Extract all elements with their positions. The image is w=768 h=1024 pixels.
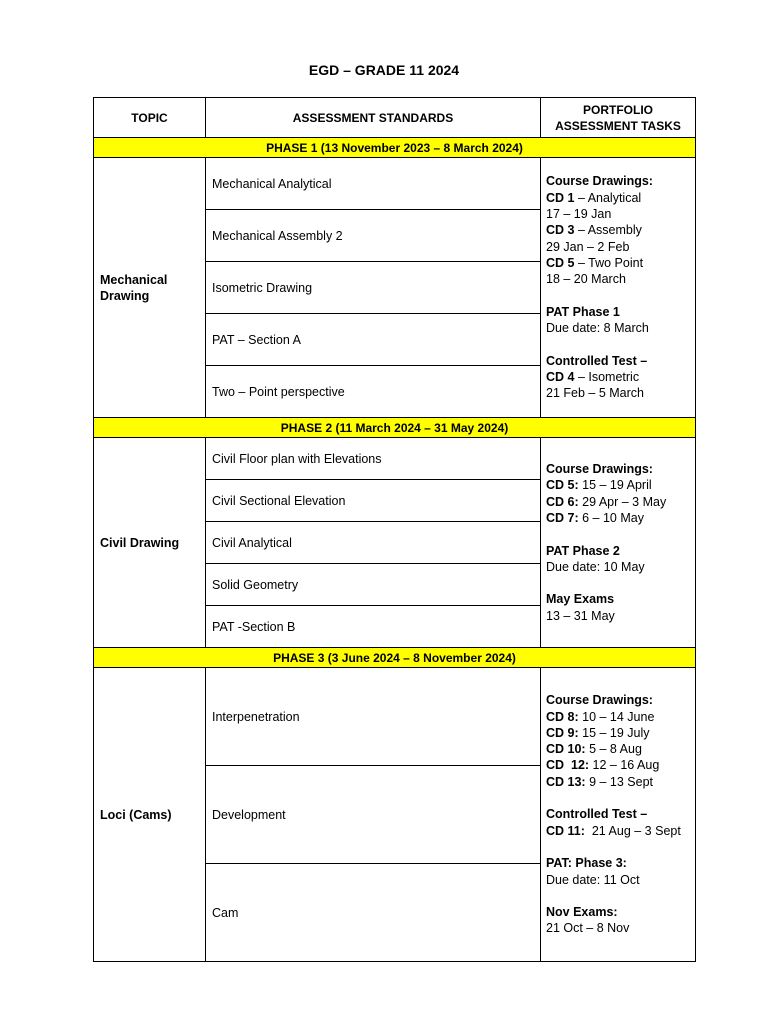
cd-text: 15 – 19 April xyxy=(578,478,652,493)
cd-text: 6 – 10 May xyxy=(578,510,644,525)
page-title: EGD – GRADE 11 2024 xyxy=(308,62,460,78)
cd-label: CD 4 xyxy=(546,369,575,384)
cd-label: CD 3 xyxy=(546,223,575,238)
course-heading: Course Drawings: xyxy=(546,174,653,189)
cd-label: CD 6: xyxy=(546,494,579,509)
exam-heading: Nov Exams: xyxy=(546,905,618,920)
tasks-cell xyxy=(541,438,696,648)
standard-cell: Mechanical Analytical xyxy=(206,158,541,210)
pat-heading: PAT: Phase 3: xyxy=(546,856,627,871)
tasks-header xyxy=(541,98,696,138)
standard-cell: Cam xyxy=(206,864,541,962)
cd-text: – Two Point xyxy=(574,255,644,270)
topic-header: TOPIC xyxy=(94,98,206,138)
topic-label-line1: Mechanical xyxy=(100,272,168,287)
cd-label: CD 12: xyxy=(546,758,590,773)
pat-due: Due date: 10 May xyxy=(546,559,645,574)
cd-text: 21 Aug – 3 Sept xyxy=(584,823,681,838)
standard-cell: Two – Point perspective xyxy=(206,366,541,418)
exam-dates: 21 Oct – 8 Nov xyxy=(546,921,630,936)
tasks-cell xyxy=(541,668,696,962)
phase-label: PHASE 1 (13 November 2023 – 8 March 2024) xyxy=(94,138,696,158)
standard-cell: Civil Floor plan with Elevations xyxy=(206,438,541,480)
cd-label: CD 11: xyxy=(546,823,585,838)
standard-row xyxy=(94,158,696,210)
standard-cell: Interpenetration xyxy=(206,668,541,766)
standard-cell: PAT -Section B xyxy=(206,606,541,648)
cd-text: – Analytical xyxy=(574,190,642,205)
standard-cell: Civil Analytical xyxy=(206,522,541,564)
test-heading: Controlled Test – xyxy=(546,353,648,368)
standard-cell: Civil Sectional Elevation xyxy=(206,480,541,522)
cd-dates: 29 Jan – 2 Feb xyxy=(546,239,630,254)
test-dates: 21 Feb – 5 March xyxy=(546,386,644,401)
cd-dates: 18 – 20 March xyxy=(546,272,626,287)
phase-row xyxy=(94,138,696,158)
test-heading: Controlled Test – xyxy=(546,807,648,822)
pat-due: Due date: 8 March xyxy=(546,321,649,336)
phase-label: PHASE 2 (11 March 2024 – 31 May 2024) xyxy=(94,418,696,438)
tasks-header-line2: ASSESSMENT TASKS xyxy=(555,118,681,133)
topic-cell: Civil Drawing xyxy=(94,438,206,648)
tasks-header-line1: PORTFOLIO xyxy=(583,102,653,117)
cd-text: 15 – 19 July xyxy=(578,725,650,740)
standard-cell: Development xyxy=(206,766,541,864)
cd-label: CD 5 xyxy=(546,255,575,270)
cd-label: CD 9: xyxy=(546,725,579,740)
standards-header: ASSESSMENT STANDARDS xyxy=(206,98,541,138)
pat-heading: PAT Phase 2 xyxy=(546,543,620,558)
standard-row xyxy=(94,668,696,766)
tasks-cell xyxy=(541,158,696,418)
standard-row xyxy=(94,438,696,480)
cd-dates: 17 – 19 Jan xyxy=(546,207,612,222)
exam-dates: 13 – 31 May xyxy=(546,608,615,623)
cd-text: 5 – 8 Aug xyxy=(585,742,642,757)
cd-text: 9 – 13 Sept xyxy=(585,774,654,789)
topic-cell xyxy=(94,158,206,418)
phase-row xyxy=(94,648,696,668)
cd-label: CD 1 xyxy=(546,190,575,205)
course-heading: Course Drawings: xyxy=(546,462,653,477)
standard-cell: PAT – Section A xyxy=(206,314,541,366)
cd-text: – Isometric xyxy=(574,369,640,384)
header-row xyxy=(94,98,696,138)
standard-cell: Solid Geometry xyxy=(206,564,541,606)
pat-heading: PAT Phase 1 xyxy=(546,304,620,319)
assessment-table xyxy=(93,97,696,962)
cd-label: CD 10: xyxy=(546,742,586,757)
cd-text: 10 – 14 June xyxy=(578,709,655,724)
phase-row xyxy=(94,418,696,438)
cd-text: 12 – 16 Aug xyxy=(589,758,660,773)
cd-label: CD 5: xyxy=(546,478,579,493)
cd-text: 29 Apr – 3 May xyxy=(578,494,667,509)
standard-cell: Mechanical Assembly 2 xyxy=(206,210,541,262)
pat-due: Due date: 11 Oct xyxy=(546,872,640,887)
exam-heading: May Exams xyxy=(546,592,615,607)
standard-cell: Isometric Drawing xyxy=(206,262,541,314)
topic-label-line2: Drawing xyxy=(100,288,150,303)
topic-cell: Loci (Cams) xyxy=(94,668,206,962)
cd-label: CD 8: xyxy=(546,709,579,724)
cd-label: CD 7: xyxy=(546,510,579,525)
course-heading: Course Drawings: xyxy=(546,693,653,708)
phase-label: PHASE 3 (3 June 2024 – 8 November 2024) xyxy=(94,648,696,668)
cd-label: CD 13: xyxy=(546,774,586,789)
cd-text: – Assembly xyxy=(574,223,642,238)
